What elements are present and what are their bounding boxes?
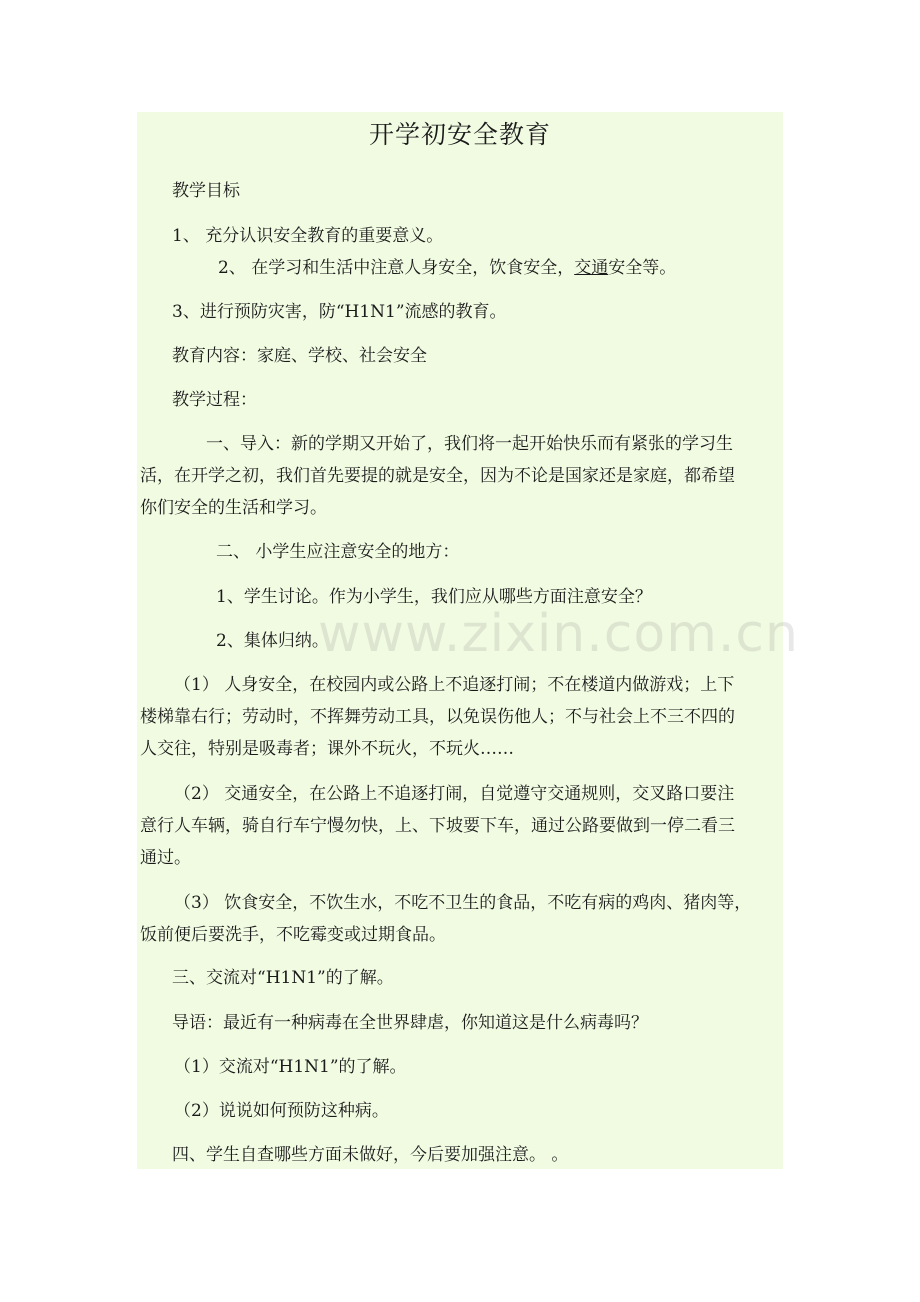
section-3-heading: 三、交流对“H1N1”的了解。 <box>172 968 394 988</box>
item-3-line-1: （3） 饮食安全，不饮生水，不吃不卫生的食品，不吃有病的鸡肉、猪肉等， <box>174 893 752 913</box>
intro-line-3: 你们安全的生活和学习。 <box>140 498 327 518</box>
item-1-line-2: 楼梯靠右行；劳动时，不挥舞劳动工具，以免误伤他人；不与社会上不三不四的 <box>140 707 735 727</box>
section-4-line: 四、学生自查哪些方面未做好，今后要加强注意。 。 <box>172 1145 569 1165</box>
item-1-line-1: （1） 人身安全，在校园内或公路上不追逐打闹；不在楼道内做游戏；上下 <box>174 675 735 695</box>
sub-item-2: （2）说说如何预防这种病。 <box>174 1101 389 1121</box>
process-heading: 教学过程： <box>172 390 257 410</box>
content-line: 教育内容：家庭、学校、社会安全 <box>172 346 427 366</box>
objective-2-text: 2、 在学习和生活中注意人身安全，饮食安全， <box>218 258 575 278</box>
item-2-line-3: 通过。 <box>140 848 191 868</box>
intro-line-2: 活，在开学之初，我们首先要提的就是安全，因为不论是国家还是家庭，都希望 <box>140 466 735 486</box>
discuss-line: 1、学生讨论。作为小学生，我们应从哪些方面注意安全？ <box>216 587 652 607</box>
item-2-line-2: 意行人车辆，骑自行车宁慢勿快，上、下坡要下车，通过公路要做到一停二看三 <box>140 816 735 836</box>
objectives-heading: 教学目标 <box>172 181 240 201</box>
guide-line: 导语：最近有一种病毒在全世界肆虐，你知道这是什么病毒吗？ <box>172 1013 648 1033</box>
item-2-line-1: （2） 交通安全，在公路上不追逐打闹，自觉遵守交通规则，交叉路口要注 <box>174 784 735 804</box>
objective-3: 3、进行预防灾害，防“H1N1”流感的教育。 <box>172 302 507 322</box>
objective-2 <box>218 258 676 278</box>
section-2-heading: 二、 小学生应注意安全的地方： <box>216 542 460 562</box>
objective-2-link[interactable]: 交通 <box>574 258 609 278</box>
watermark: www.zixin.com.cn <box>318 604 799 664</box>
item-3-line-2: 饭前便后要洗手，不吃霉变或过期食品。 <box>140 925 446 945</box>
item-1-line-3: 人交往，特别是吸毒者；课外不玩火，不玩火…… <box>140 739 514 759</box>
intro-line-1: 一、导入：新的学期又开始了，我们将一起开始快乐而有紧张的学习生 <box>206 434 733 454</box>
summary-line: 2、集体归纳。 <box>216 631 329 651</box>
sub-item-1: （1）交流对“H1N1”的了解。 <box>174 1057 407 1077</box>
document-title: 开学初安全教育 <box>368 120 551 149</box>
objective-2-text-end: 安全等。 <box>608 258 677 278</box>
objective-1: 1、 充分认识安全教育的重要意义。 <box>172 226 444 246</box>
